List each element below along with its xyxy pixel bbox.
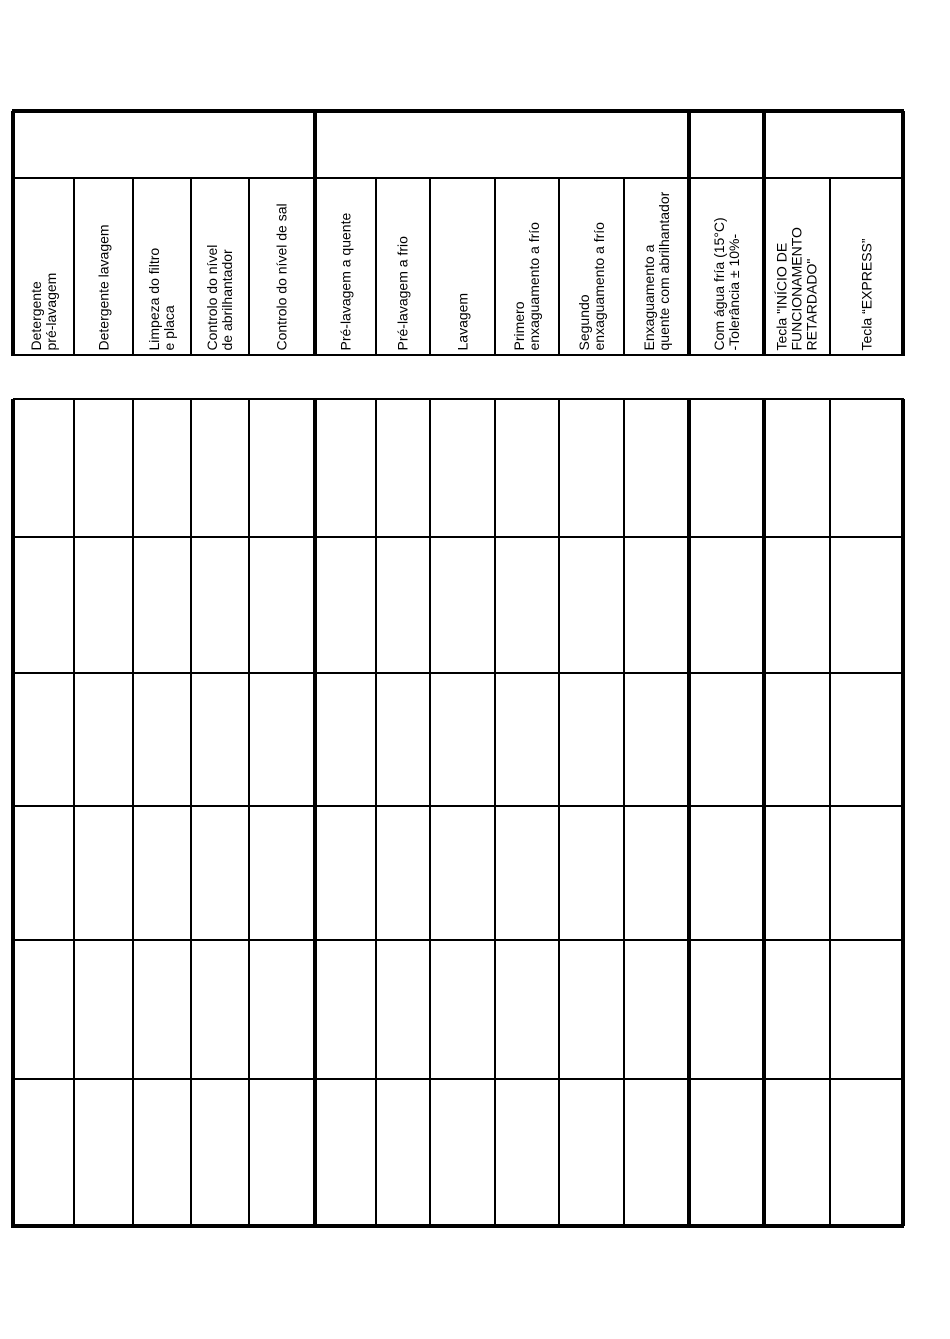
column-header-label: Pré-lavagem a quente (337, 212, 353, 350)
table-cell (495, 806, 559, 940)
column-header-label: Limpeza do filtro e placa (146, 247, 177, 350)
table-cell (376, 806, 430, 940)
column-header-label: Tecla “EXPRESS” (858, 237, 874, 350)
column-header-cell (249, 177, 315, 354)
table-cell (764, 673, 830, 806)
table-cell (430, 806, 495, 940)
table-cell (430, 399, 495, 537)
table-cell (689, 806, 764, 940)
table-cell (133, 806, 191, 940)
table-cell (13, 806, 74, 940)
table-cell (376, 537, 430, 673)
table-cell (191, 399, 249, 537)
table-cell (689, 1079, 764, 1226)
table-cell (830, 399, 903, 537)
header-bottom-rule (13, 354, 903, 356)
column-header-cell (133, 177, 191, 354)
column-header-cell (74, 177, 133, 354)
column-header-label: Detergente pré-lavagem (27, 272, 59, 350)
table-cell (689, 399, 764, 537)
column-header-cell (764, 177, 830, 354)
column-header-cell (13, 177, 74, 354)
table-cell (249, 673, 315, 806)
column-header-label: Com água fría (15°C) -Tolerância ± 10%- (710, 216, 742, 350)
table-cell (830, 1079, 903, 1226)
table-cell (624, 537, 689, 673)
column-header-cell (191, 177, 249, 354)
table-cell (830, 673, 903, 806)
table-cell (133, 940, 191, 1079)
table-cell (430, 1079, 495, 1226)
group-header-cell (315, 111, 689, 177)
table-cell (559, 940, 624, 1079)
table-cell (689, 537, 764, 673)
table-cell (495, 537, 559, 673)
table-cell (495, 399, 559, 537)
table-cell (376, 1079, 430, 1226)
table-cell (624, 940, 689, 1079)
table-cell (133, 399, 191, 537)
table-cell (74, 940, 133, 1079)
table-cell (249, 1079, 315, 1226)
table-cell (559, 1079, 624, 1226)
column-header-cell (315, 177, 376, 354)
column-header-cell (430, 177, 495, 354)
group-header-cell (689, 111, 764, 177)
table-cell (559, 806, 624, 940)
table-cell (191, 537, 249, 673)
table-cell (624, 1079, 689, 1226)
table-cell (249, 399, 315, 537)
table-cell (315, 673, 376, 806)
column-header-label: Tecla "INÍCIO DE FUNCIONAMENTO RETARDADO" (773, 226, 820, 350)
table-cell (430, 940, 495, 1079)
table-cell (74, 399, 133, 537)
table-cell (495, 1079, 559, 1226)
table-cell (689, 940, 764, 1079)
column-header-label: Primero enxaguamento a frío (511, 221, 542, 350)
column-header-cell (559, 177, 624, 354)
table-cell (624, 673, 689, 806)
table-cell (559, 673, 624, 806)
column-header-cell (495, 177, 559, 354)
table-cell (74, 537, 133, 673)
column-header-label: Controlo do nível de sal (273, 202, 290, 350)
table-cell (13, 673, 74, 806)
table-cell (315, 1079, 376, 1226)
table-cell (430, 673, 495, 806)
table-cell (764, 399, 830, 537)
table-cell (624, 806, 689, 940)
column-header-cell (376, 177, 430, 354)
table-cell (315, 940, 376, 1079)
table-cell (830, 537, 903, 673)
group-header-cell (764, 111, 903, 177)
table-cell (249, 940, 315, 1079)
group-header-cell (13, 111, 315, 177)
table-cell (191, 940, 249, 1079)
table-cell (830, 940, 903, 1079)
table-cell (559, 537, 624, 673)
table-cell (376, 673, 430, 806)
table-cell (315, 537, 376, 673)
table-cell (624, 399, 689, 537)
table-cell (191, 673, 249, 806)
table-cell (559, 399, 624, 537)
table-cell (13, 940, 74, 1079)
table-cell (13, 1079, 74, 1226)
column-header-label: Controlo do nível de abrilhantador (204, 244, 235, 350)
column-header-cell (830, 177, 903, 354)
table-cell (249, 537, 315, 673)
table-cell (191, 1079, 249, 1226)
column-header-label: Detergente lavagem (95, 223, 111, 350)
table-cell (133, 1079, 191, 1226)
column-header-label: Pré-lavagem a frio (394, 235, 411, 350)
table-cell (495, 673, 559, 806)
table-cell (315, 399, 376, 537)
column-header-label: Enxaguamento a quente com abrilhantador (640, 191, 672, 350)
column-header-label: Lavagem (454, 292, 470, 350)
table-cell (430, 537, 495, 673)
table-cell (13, 537, 74, 673)
table-cell (74, 1079, 133, 1226)
table-cell (74, 806, 133, 940)
table-cell (376, 940, 430, 1079)
table-cell (13, 399, 74, 537)
table-cell (830, 806, 903, 940)
table-cell (133, 537, 191, 673)
column-header-cell (624, 177, 689, 354)
table-cell (495, 940, 559, 1079)
table-cell (376, 399, 430, 537)
column-header-cell (689, 177, 764, 354)
table-cell (249, 806, 315, 940)
column-header-label: Segundo enxaguamento a frío (575, 221, 607, 350)
table-cell (764, 806, 830, 940)
table-cell (191, 806, 249, 940)
table-cell (764, 537, 830, 673)
table-cell (764, 1079, 830, 1226)
table-cell (689, 673, 764, 806)
table-cell (133, 673, 191, 806)
table-cell (315, 806, 376, 940)
table-cell (764, 940, 830, 1079)
table-cell (74, 673, 133, 806)
